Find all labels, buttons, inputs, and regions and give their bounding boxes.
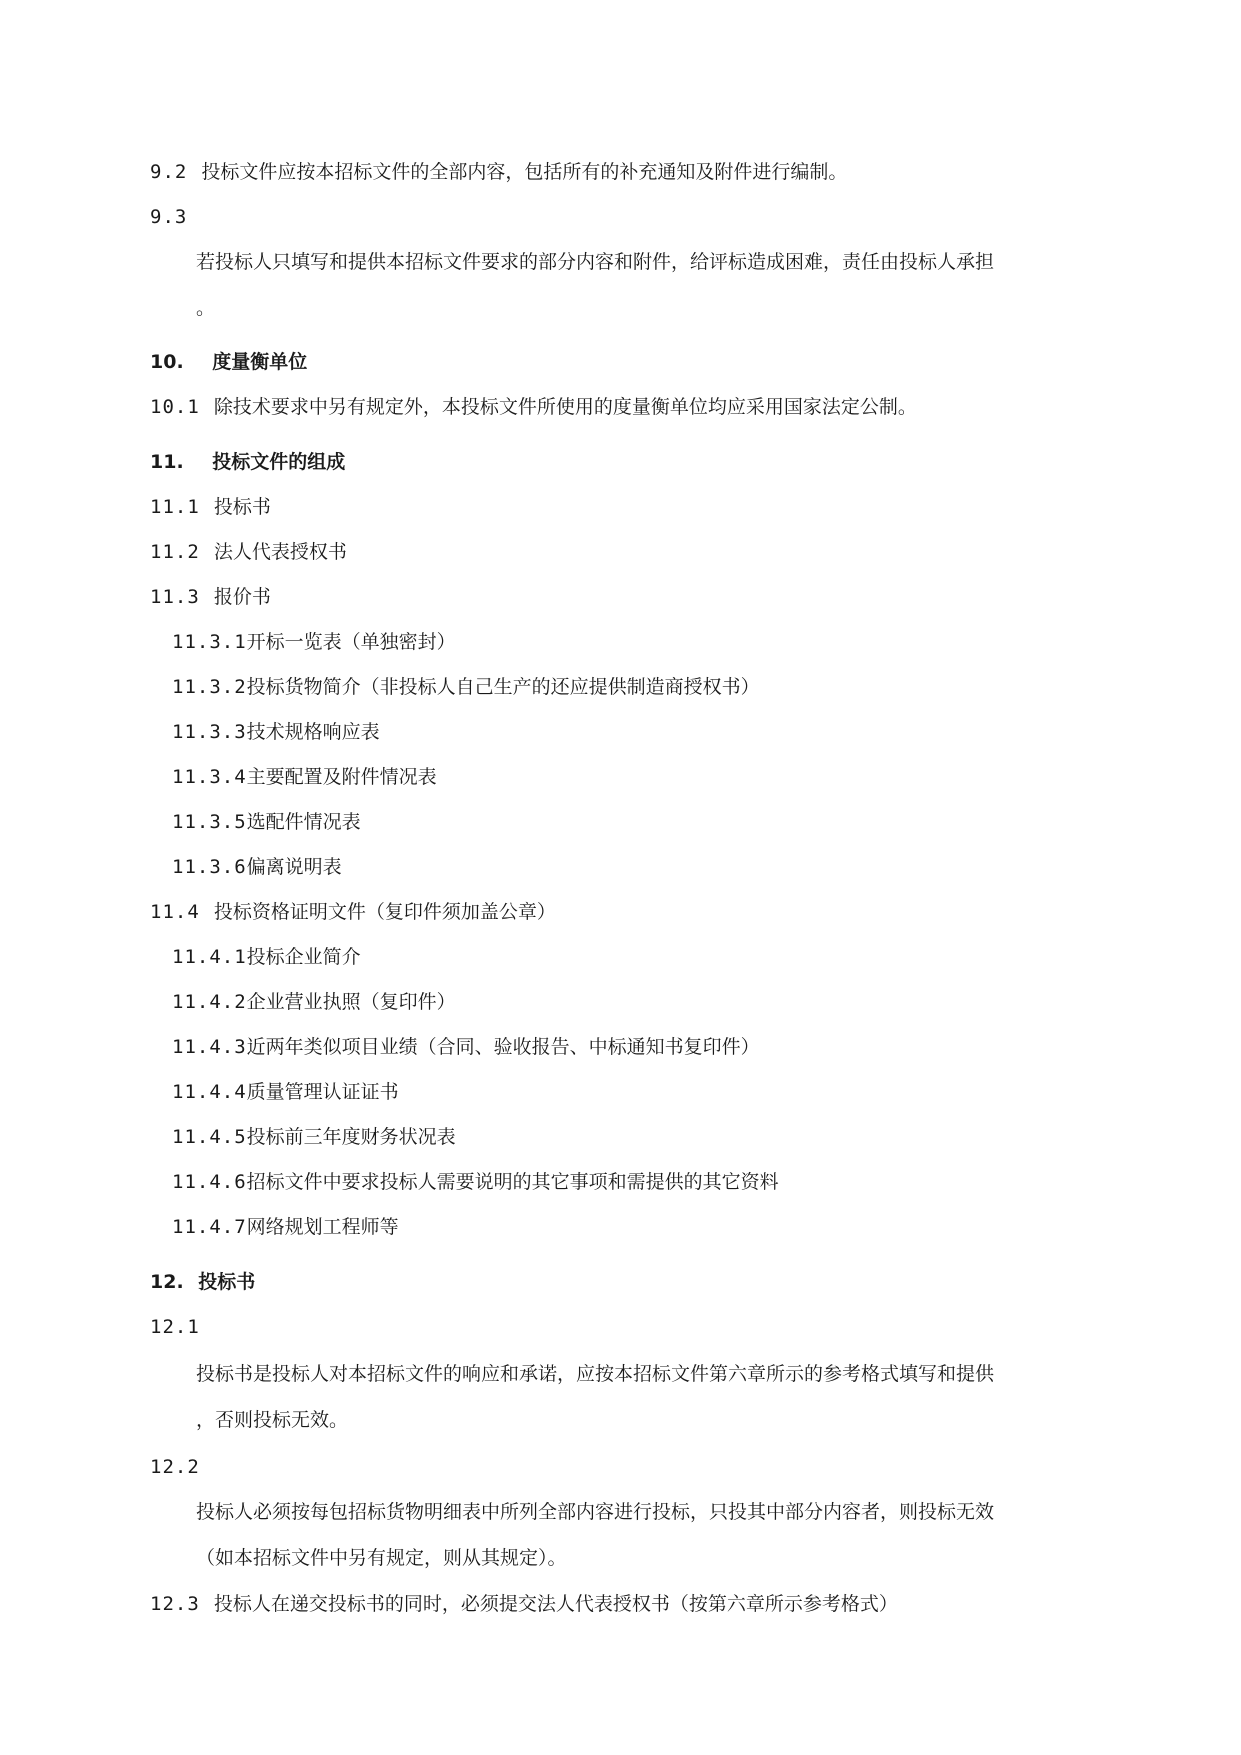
clause-number: 11.4.3 — [172, 1036, 247, 1058]
clause-text: 投标企业简介 — [246, 946, 361, 968]
clause-text: 主要配置及附件情况表 — [246, 766, 437, 788]
clause-12-2-number — [150, 1455, 200, 1479]
clause-text: 投标货物简介（非投标人自己生产的还应提供制造商授权书） — [246, 676, 760, 698]
clause-11-4-3 — [172, 1035, 760, 1059]
clause-12-2-text: 投标人必须按每包招标货物明细表中所列全部内容进行投标，只投其中部分内容者，则投标无效 — [196, 1501, 995, 1523]
clause-text: 招标文件中要求投标人需要说明的其它事项和需提供的其它资料 — [246, 1171, 779, 1193]
clause-text: 投标资格证明文件（复印件须加盖公章） — [213, 901, 556, 923]
clause-11-4-7 — [172, 1215, 399, 1239]
clause-number: 10.1 — [150, 396, 200, 418]
clause-text: 投标前三年度财务状况表 — [246, 1126, 456, 1148]
clause-11-3-4 — [172, 765, 437, 789]
clause-number: 11.3.5 — [172, 811, 247, 833]
clause-11-4-5 — [172, 1125, 456, 1149]
section-heading-12 — [150, 1270, 255, 1294]
clause-number: 11.2 — [150, 541, 200, 563]
clause-number: 11.3.6 — [172, 856, 247, 878]
clause-number: 11.4.4 — [172, 1081, 247, 1103]
clause-11-3-1 — [172, 630, 456, 654]
clause-number: 9.3 — [150, 206, 188, 228]
clause-9-3-text: 若投标人只填写和提供本招标文件要求的部分内容和附件，给评标造成困难，责任由投标人承担 — [196, 251, 995, 273]
clause-text: 报价书 — [213, 586, 271, 608]
clause-text: 开标一览表（单独密封） — [246, 631, 456, 653]
clause-11-3-5 — [172, 810, 361, 834]
clause-11-3 — [150, 585, 271, 609]
clause-11-1 — [150, 495, 271, 519]
section-heading-10 — [150, 350, 307, 374]
heading-number: 10. — [150, 351, 184, 373]
clause-text: 投标人在递交投标书的同时，必须提交法人代表授权书（按第六章所示参考格式） — [213, 1593, 898, 1615]
clause-12-2-tail: （如本招标文件中另有规定，则从其规定）。 — [196, 1547, 567, 1569]
clause-number: 9.2 — [150, 161, 188, 183]
clause-11-3-6 — [172, 855, 342, 879]
clause-number: 11.3.3 — [172, 721, 247, 743]
clause-11-4-1 — [172, 945, 361, 969]
clause-number: 11.3 — [150, 586, 200, 608]
heading-text: 度量衡单位 — [212, 351, 308, 373]
clause-12-1-tail: ，否则投标无效。 — [196, 1409, 349, 1431]
clause-11-4-6 — [172, 1170, 779, 1194]
clause-11-4-4 — [172, 1080, 399, 1104]
clause-11-3-3 — [172, 720, 380, 744]
clause-12-3 — [150, 1592, 898, 1616]
clause-text: 近两年类似项目业绩（合同、验收报告、中标通知书复印件） — [246, 1036, 760, 1058]
clause-number: 11.4.7 — [172, 1216, 247, 1238]
clause-11-3-2 — [172, 675, 760, 699]
clause-number: 11.4.6 — [172, 1171, 247, 1193]
clause-12-1-text: 投标书是投标人对本招标文件的响应和承诺，应按本招标文件第六章所示的参考格式填写和提供 — [196, 1363, 995, 1385]
clause-11-4 — [150, 900, 556, 924]
clause-9-3-tail: 。 — [196, 297, 216, 319]
clause-text: 技术规格响应表 — [246, 721, 380, 743]
clause-text: 网络规划工程师等 — [246, 1216, 399, 1238]
clause-number: 11.4.5 — [172, 1126, 247, 1148]
clause-number: 11.4 — [150, 901, 200, 923]
heading-text: 投标文件的组成 — [212, 451, 346, 473]
section-heading-11 — [150, 450, 345, 474]
clause-number: 12.1 — [150, 1316, 200, 1338]
clause-9-3-number — [150, 205, 187, 229]
clause-12-1-number — [150, 1315, 200, 1339]
clause-number: 12.2 — [150, 1456, 200, 1478]
clause-text: 除技术要求中另有规定外，本投标文件所使用的度量衡单位均应采用国家法定公制。 — [213, 396, 917, 418]
heading-number: 12. — [150, 1271, 184, 1293]
heading-text: 投标书 — [198, 1271, 256, 1293]
clause-number: 11.3.2 — [172, 676, 247, 698]
clause-text: 企业营业执照（复印件） — [246, 991, 456, 1013]
clause-number: 11.1 — [150, 496, 200, 518]
clause-text: 偏离说明表 — [246, 856, 342, 878]
clause-text: 选配件情况表 — [246, 811, 361, 833]
clause-number: 11.4.2 — [172, 991, 247, 1013]
clause-9-2 — [150, 160, 847, 184]
clause-11-4-2 — [172, 990, 456, 1014]
clause-number: 11.4.1 — [172, 946, 247, 968]
heading-number: 11. — [150, 451, 184, 473]
clause-11-2 — [150, 540, 347, 564]
clause-text: 法人代表授权书 — [213, 541, 347, 563]
clause-number: 11.3.4 — [172, 766, 247, 788]
clause-number: 11.3.1 — [172, 631, 247, 653]
clause-text: 投标文件应按本招标文件的全部内容，包括所有的补充通知及附件进行编制。 — [201, 161, 848, 183]
clause-text: 投标书 — [213, 496, 271, 518]
clause-10-1 — [150, 395, 917, 419]
clause-number: 12.3 — [150, 1593, 200, 1615]
clause-text: 质量管理认证证书 — [246, 1081, 399, 1103]
